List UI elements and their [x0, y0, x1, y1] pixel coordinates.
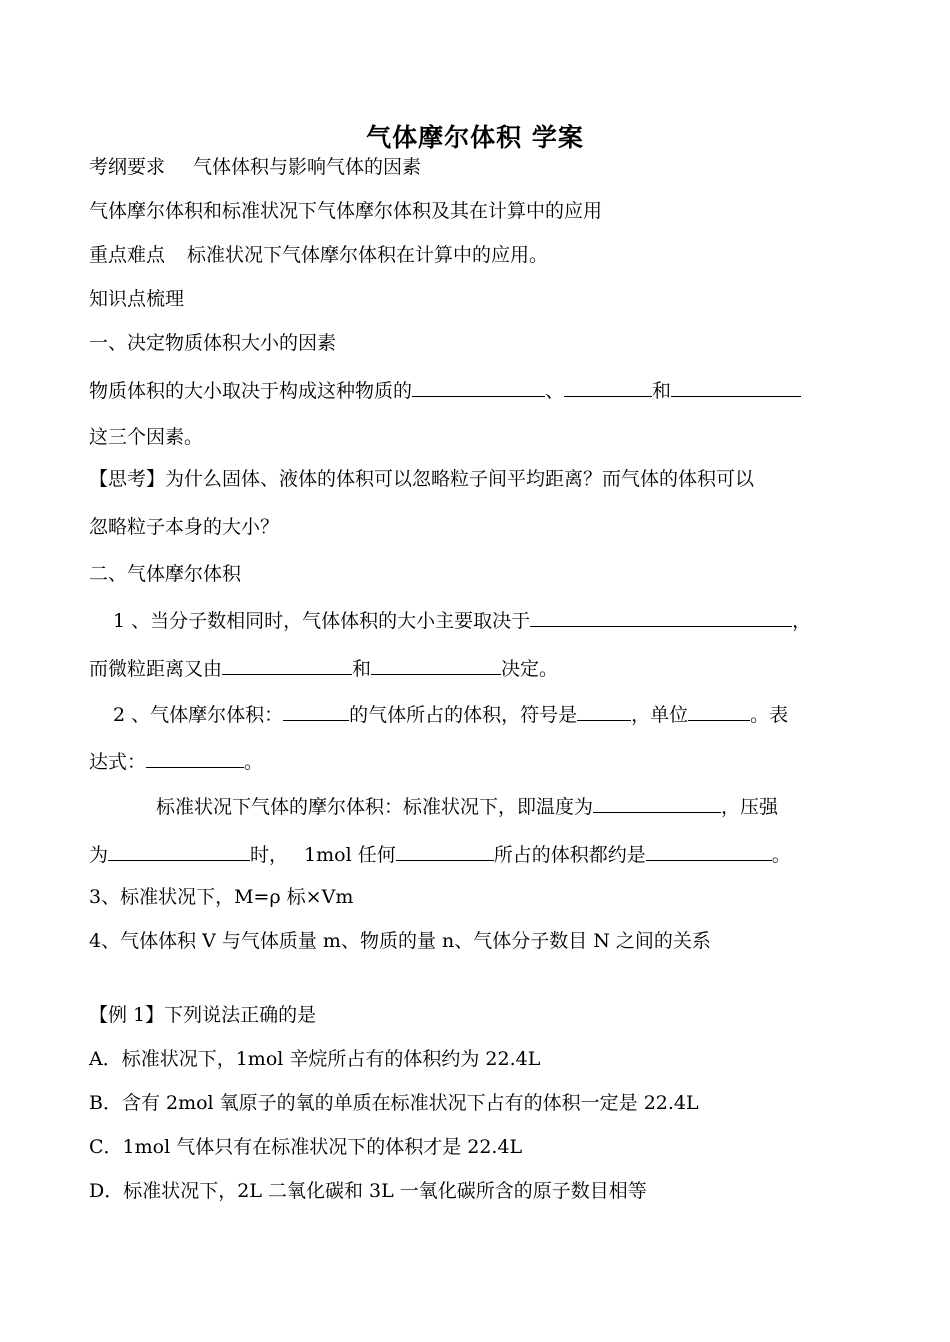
- blank-volume-value[interactable]: [646, 840, 772, 861]
- section2-p3b-end: 。: [771, 844, 791, 866]
- blank-distance-2[interactable]: [371, 654, 501, 675]
- section2-p2-text: 2 、气体摩尔体积：: [113, 704, 284, 726]
- blank-molar-definition[interactable]: [283, 700, 349, 721]
- example1-option-d[interactable]: D．标准状况下，2L 二氧化碳和 3L 一氧化碳所含的原子数目相等: [89, 1180, 647, 1202]
- document-title: 气体摩尔体积 学案: [366, 123, 584, 152]
- section2-p1b: [89, 654, 558, 682]
- section1-line2: 这三个因素。: [89, 426, 204, 448]
- section2-p2-mid2: ，单位: [631, 704, 689, 726]
- section2-p1b-end: 决定。: [501, 658, 559, 680]
- section2-p2-end: 。表: [750, 704, 789, 726]
- blank-temperature[interactable]: [593, 792, 721, 813]
- blank-factor-2[interactable]: [564, 376, 652, 397]
- outline-label: 考纲要求: [89, 156, 166, 178]
- section2-p3b-mid2: 1mol 任何: [304, 844, 396, 866]
- section2-p2b-text: 达式：: [89, 751, 147, 773]
- section2-p3b-text: 为: [89, 844, 109, 866]
- section2-p1b-text: 而微粒距离又由: [89, 658, 223, 680]
- think-line-1: 【思考】为什么固体、液体的体积可以忽略粒子间平均距离？而气体的体积可以: [89, 468, 755, 490]
- blank-distance-1[interactable]: [222, 654, 352, 675]
- example1-heading: 【例 1】下列说法正确的是: [89, 1004, 317, 1026]
- separator-and: 和: [652, 380, 672, 402]
- section2-p3-end: ，压强: [721, 796, 779, 818]
- section2-p3: [156, 792, 778, 820]
- section2-p2b-end: 。: [244, 751, 264, 773]
- section2-p2b: [89, 747, 263, 775]
- knowledge-heading: 知识点梳理: [89, 288, 185, 310]
- section1-heading: 一、决定物质体积大小的因素: [89, 332, 337, 354]
- section2-point4: 4、气体体积 V 与气体质量 m、物质的量 n、气体分子数目 N 之间的关系: [89, 930, 711, 952]
- outline-item-1: 气体体积与影响气体的因素: [193, 156, 422, 178]
- section2-p1: [113, 606, 811, 634]
- section2-heading: 二、气体摩尔体积: [89, 563, 242, 585]
- section2-p2: [113, 700, 788, 728]
- key-points-label: 重点难点: [89, 244, 166, 266]
- blank-unit[interactable]: [688, 700, 750, 721]
- outline-item-2: 气体摩尔体积和标准状况下气体摩尔体积及其在计算中的应用: [89, 200, 603, 222]
- key-points-text: 标准状况下气体摩尔体积在计算中的应用。: [187, 244, 549, 266]
- section2-p1-end: ，: [792, 610, 812, 632]
- section2-p3b: [89, 840, 791, 868]
- outline-line: [89, 154, 421, 180]
- blank-substance[interactable]: [396, 840, 494, 861]
- think-line-2: 忽略粒子本身的大小？: [89, 516, 280, 538]
- section1-line1-text: 物质体积的大小取决于构成这种物质的: [89, 380, 413, 402]
- example1-option-a[interactable]: A．标准状况下，1mol 辛烷所占有的体积约为 22.4L: [89, 1048, 541, 1070]
- key-points-line: [89, 242, 548, 268]
- blank-volume-factor[interactable]: [530, 606, 792, 627]
- section2-p3b-mid3: 所占的体积都约是: [493, 844, 646, 866]
- example1-option-b[interactable]: B．含有 2mol 氧原子的氧的单质在标准状况下占有的体积一定是 22.4L: [89, 1092, 699, 1114]
- section2-p3b-mid1: 时，: [250, 844, 289, 866]
- section2-p1-text: 1 、当分子数相同时，气体体积的大小主要取决于: [113, 610, 531, 632]
- blank-factor-3[interactable]: [671, 376, 801, 397]
- separator-comma: 、: [545, 380, 565, 402]
- blank-symbol[interactable]: [577, 700, 631, 721]
- blank-factor-1[interactable]: [412, 376, 545, 397]
- section2-p2-mid1: 的气体所占的体积，符号是: [349, 704, 578, 726]
- blank-pressure[interactable]: [108, 840, 250, 861]
- section1-fill-line: [89, 376, 801, 404]
- blank-expression[interactable]: [146, 747, 244, 768]
- example1-option-c[interactable]: C．1mol 气体只有在标准状况下的体积才是 22.4L: [89, 1136, 523, 1158]
- section2-p3-text: 标准状况下气体的摩尔体积：标准状况下，即温度为: [156, 796, 594, 818]
- section2-p1b-and: 和: [352, 658, 372, 680]
- section2-point3: 3、标准状况下，M=ρ 标×Vm: [89, 886, 354, 908]
